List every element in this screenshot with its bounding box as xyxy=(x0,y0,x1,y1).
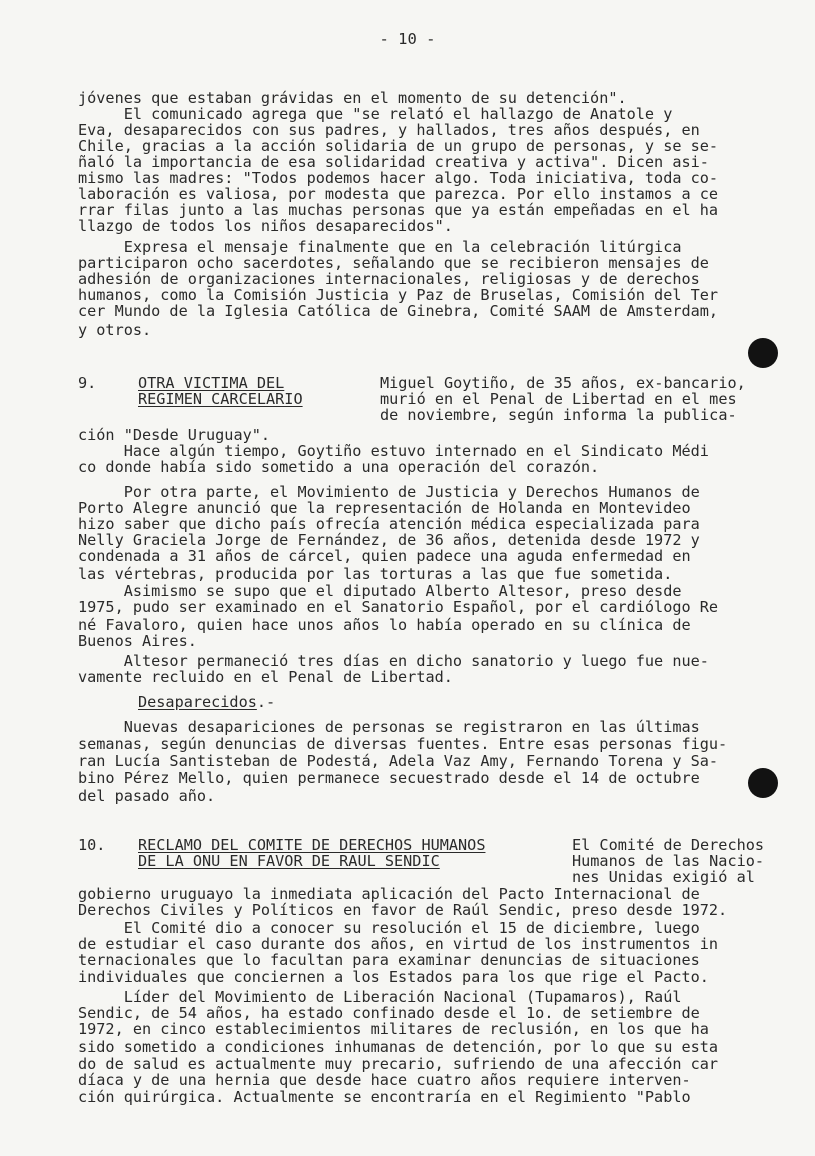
section-number: 9. xyxy=(78,374,97,392)
text-line: ción quirúrgica. Actualmente se encontraría en el Regimiento "Pablo xyxy=(78,1088,691,1106)
text-line: jóvenes que estaban grávidas en el momento de su detención". xyxy=(78,89,627,107)
text-line: Porto Alegre anunció que la representación de Holanda en Montevideo xyxy=(78,499,691,517)
text-line: co donde había sido sometido a una operación del corazón. xyxy=(78,458,600,476)
text-line: Nelly Graciela Jorge de Fernández, de 36 años, detenida desde 1972 y xyxy=(78,531,700,549)
text-line: de estudiar el caso durante dos años, en virtud de los instrumentos in xyxy=(78,935,719,953)
text-line: ción "Desde Uruguay". xyxy=(78,426,271,444)
text-line: ñaló la importancia de esa solidaridad creativa y activa". Dicen asi- xyxy=(78,153,709,171)
text-line: sido sometido a condiciones inhumanas de detención, por lo que su esta xyxy=(78,1038,719,1056)
text-line: llazgo de todos los niños desaparecidos". xyxy=(78,217,453,235)
punch-hole-top xyxy=(748,338,778,368)
text-line: 1975, pudo ser examinado en el Sanatorio Español, por el cardiólogo Re xyxy=(78,598,719,616)
text-line: participaron ocho sacerdotes, señalando que se recibieron mensajes de xyxy=(78,254,709,272)
punch-hole-bottom xyxy=(748,768,778,798)
text-line: individuales que conciernen a los Estados para los que rige el Pacto. xyxy=(78,968,709,986)
text-line: Eva, desaparecidos con sus padres, y hallados, tres años después, en xyxy=(78,121,700,139)
text-line: díaca y de una hernia que desde hace cuatro años requiere interven- xyxy=(78,1071,691,1089)
text-line: gobierno uruguayo la inmediata aplicación del Pacto Internacional de xyxy=(78,885,700,903)
text-line: do de salud es actualmente muy precario, sufriendo de una afección car xyxy=(78,1055,719,1073)
text-line: Altesor permaneció tres días en dicho sanatorio y luego fue nue- xyxy=(78,652,709,670)
text-line: Chile, gracias a la acción solidaria de un grupo de personas, y se se- xyxy=(78,137,719,155)
text-line: las vértebras, producida por las torturas a las que fue sometida. xyxy=(78,565,673,583)
page-number: - 10 - xyxy=(379,30,436,48)
text-line: ran Lucía Santisteban de Podestá, Adela Vaz Amy, Fernando Torena y Sa- xyxy=(78,752,719,770)
text-line: Líder del Movimiento de Liberación Nacional (Tupamaros), Raúl xyxy=(78,988,682,1006)
section-heading-line: REGIMEN CARCELARIO xyxy=(138,390,303,408)
text-line: Sendic, de 54 años, ha estado confinado desde el 1o. de setiembre de xyxy=(78,1004,700,1022)
text-line: El comunicado agrega que "se relató el hallazgo de Anatole y xyxy=(78,105,673,123)
text-line: vamente recluido en el Penal de Libertad. xyxy=(78,668,453,686)
text-line: Hace algún tiempo, Goytiño estuvo internado en el Sindicato Médi xyxy=(78,442,709,460)
text-line: 1972, en cinco establecimientos militares de reclusión, en los que ha xyxy=(78,1020,709,1038)
text-line: cer Mundo de la Iglesia Católica de Ginebra, Comité SAAM de Amsterdam, xyxy=(78,302,719,320)
text-line: Expresa el mensaje finalmente que en la celebración litúrgica xyxy=(78,238,682,256)
side-text-line: Humanos de las Nacio- xyxy=(572,852,765,870)
text-line: El Comité dio a conocer su resolución el 15 de diciembre, luego xyxy=(78,919,700,937)
section-heading-line: RECLAMO DEL COMITE DE DERECHOS HUMANOS xyxy=(138,836,486,854)
text-line: né Favaloro, quien hace unos años lo había operado en su clínica de xyxy=(78,616,691,634)
side-text-line: murió en el Penal de Libertad en el mes xyxy=(380,390,737,408)
subsection-heading-text: Desaparecidos xyxy=(138,693,257,711)
text-line: adhesión de organizaciones internacionales, religiosas y de derechos xyxy=(78,270,700,288)
section-number: 10. xyxy=(78,836,106,854)
text-line: Asimismo se supo que el diputado Alberto Altesor, preso desde xyxy=(78,582,682,600)
side-text-line: El Comité de Derechos xyxy=(572,836,765,854)
subsection-heading xyxy=(138,694,275,710)
text-line: laboración es valiosa, por modesta que parezca. Por ello instamos a ce xyxy=(78,185,719,203)
text-line: del pasado año. xyxy=(78,787,216,805)
text-line: semanas, según denuncias de diversas fuentes. Entre esas personas figu- xyxy=(78,735,728,753)
text-line: condenada a 31 años de cárcel, quien padece una aguda enfermedad en xyxy=(78,547,691,565)
section-heading-line: OTRA VICTIMA DEL xyxy=(138,374,285,392)
text-line: Derechos Civiles y Políticos en favor de Raúl Sendic, preso desde 1972. xyxy=(78,901,728,919)
text-line: mismo las madres: "Todos podemos hacer algo. Toda iniciativa, toda co- xyxy=(78,169,719,187)
text-line: Buenos Aires. xyxy=(78,632,197,650)
text-line: hizo saber que dicho país ofrecía atención médica especializada para xyxy=(78,515,700,533)
text-line: Nuevas desapariciones de personas se registraron en las últimas xyxy=(78,718,700,736)
text-line: ternacionales que lo facultan para examinar denuncias de situaciones xyxy=(78,951,700,969)
text-line: bino Pérez Mello, quien permanece secuestrado desde el 14 de octubre xyxy=(78,769,700,787)
text-line: y otros. xyxy=(78,321,152,339)
subsection-heading-suffix: .- xyxy=(256,693,276,711)
section-heading-line: DE LA ONU EN FAVOR DE RAUL SENDIC xyxy=(138,852,440,870)
text-line: rrar filas junto a las muchas personas que ya están empeñadas en el ha xyxy=(78,201,719,219)
side-text-line: Miguel Goytiño, de 35 años, ex-bancario, xyxy=(380,374,746,392)
text-line: Por otra parte, el Movimiento de Justicia y Derechos Humanos de xyxy=(78,483,700,501)
side-text-line: nes Unidas exigió al xyxy=(572,868,755,886)
text-line: humanos, como la Comisión Justicia y Paz de Bruselas, Comisión del Ter xyxy=(78,286,719,304)
side-text-line: de noviembre, según informa la publica- xyxy=(380,406,737,424)
